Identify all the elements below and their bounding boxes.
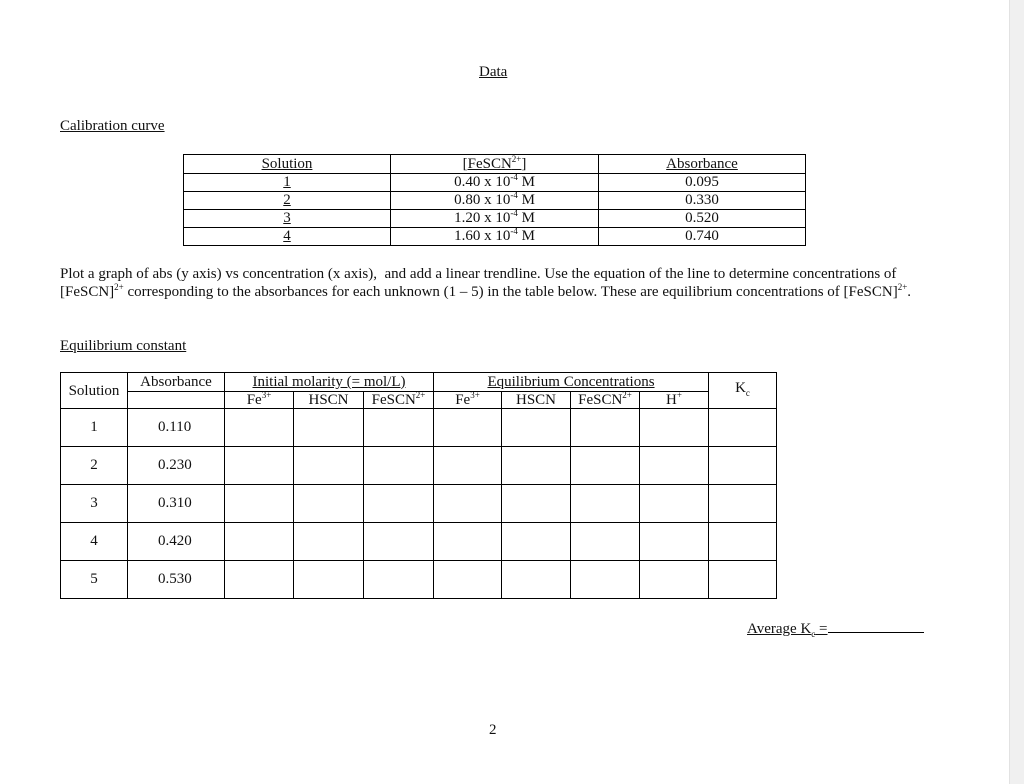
eq-empty-cell[interactable] [571, 485, 640, 523]
calib-header-conc: [FeSCN$^{2+}$] [391, 155, 599, 174]
eq-empty-cell[interactable] [364, 447, 434, 485]
eq-solution: 1 [61, 409, 128, 447]
eq-header-kc: $K_c$ [709, 373, 777, 409]
eq-subheader-blank [128, 392, 225, 409]
eq-solution: 3 [61, 485, 128, 523]
calibration-table [183, 154, 806, 246]
eq-empty-cell[interactable] [502, 485, 571, 523]
eq-row [61, 409, 777, 447]
eq-empty-cell[interactable] [294, 523, 364, 561]
eq-empty-cell[interactable] [364, 561, 434, 599]
eq-empty-cell[interactable] [709, 561, 777, 599]
eq-empty-cell[interactable] [571, 409, 640, 447]
eq-header-solution: Solution [61, 373, 128, 409]
calib-row [184, 174, 806, 192]
eq-empty-cell[interactable] [709, 523, 777, 561]
eq-empty-cell[interactable] [225, 561, 294, 599]
eq-empty-cell[interactable] [225, 409, 294, 447]
eq-solution: 4 [61, 523, 128, 561]
calib-conc: 0.40 x $10^{-4}$ M [391, 174, 599, 192]
page-number: 2 [489, 722, 497, 738]
eq-empty-cell[interactable] [640, 561, 709, 599]
eq-sub-initial-fescn: FeSCN$^{2+}$ [364, 392, 434, 409]
eq-absorbance: 0.110 [128, 409, 225, 447]
eq-empty-cell[interactable] [364, 409, 434, 447]
instructions-text: Plot a graph of abs (y axis) vs concentration (x axis), and add a linear trendline. Use the equation of the line to determine concentrations of [FeSCN]$^{2+}$ corresponding to the absorbances for each unknown (1 – 5) in the table below. These are equilibrium concentrations of [FeSCN]$^{2+}$. [60, 266, 912, 300]
eq-sub-eq-fescn: FeSCN$^{2+}$ [571, 392, 640, 409]
eq-empty-cell[interactable] [225, 523, 294, 561]
eq-absorbance: 0.230 [128, 447, 225, 485]
eq-sub-initial-hscn: HSCN [294, 392, 364, 409]
calib-row [184, 210, 806, 228]
eq-header-initial: Initial molarity (= mol/L) [225, 373, 434, 392]
calib-row [184, 192, 806, 210]
eq-empty-cell[interactable] [709, 485, 777, 523]
eq-absorbance: 0.420 [128, 523, 225, 561]
average-kc-blank[interactable] [828, 620, 924, 633]
eq-empty-cell[interactable] [294, 447, 364, 485]
eq-empty-cell[interactable] [294, 485, 364, 523]
eq-row [61, 523, 777, 561]
eq-empty-cell[interactable] [709, 447, 777, 485]
eq-empty-cell[interactable] [434, 485, 502, 523]
eq-empty-cell[interactable] [709, 409, 777, 447]
calib-absorbance: 0.520 [599, 210, 806, 228]
eq-empty-cell[interactable] [640, 523, 709, 561]
eq-empty-cell[interactable] [434, 447, 502, 485]
scrollbar-track[interactable] [1009, 0, 1024, 784]
eq-absorbance: 0.310 [128, 485, 225, 523]
eq-header-absorbance: Absorbance [128, 373, 225, 392]
eq-empty-cell[interactable] [640, 447, 709, 485]
eq-sub-initial-fe: $Fe^{3+}$ [225, 392, 294, 409]
eq-solution: 5 [61, 561, 128, 599]
eq-empty-cell[interactable] [364, 523, 434, 561]
eq-empty-cell[interactable] [225, 485, 294, 523]
eq-empty-cell[interactable] [294, 409, 364, 447]
eq-solution: 2 [61, 447, 128, 485]
eq-empty-cell[interactable] [502, 409, 571, 447]
eq-empty-cell[interactable] [364, 485, 434, 523]
calib-absorbance: 0.330 [599, 192, 806, 210]
calib-solution: 4 [184, 228, 391, 246]
eq-empty-cell[interactable] [571, 523, 640, 561]
equilibrium-heading: Equilibrium constant [60, 338, 187, 354]
eq-header-equilibrium: Equilibrium Concentrations [434, 373, 709, 392]
eq-sub-eq-hscn: HSCN [502, 392, 571, 409]
eq-empty-cell[interactable] [434, 523, 502, 561]
page-title: Data [479, 64, 508, 80]
calib-absorbance: 0.740 [599, 228, 806, 246]
calib-absorbance: 0.095 [599, 174, 806, 192]
calib-row [184, 228, 806, 246]
eq-sub-eq-h: H+ [640, 392, 709, 409]
calib-header-solution: Solution [184, 155, 391, 174]
calib-conc: 1.60 x $10^{-4}$ M [391, 228, 599, 246]
eq-empty-cell[interactable] [434, 409, 502, 447]
calibration-heading: Calibration curve [60, 118, 165, 134]
eq-row [61, 447, 777, 485]
eq-sub-eq-fe: $Fe^{3+}$ [434, 392, 502, 409]
eq-empty-cell[interactable] [502, 523, 571, 561]
eq-empty-cell[interactable] [571, 447, 640, 485]
eq-empty-cell[interactable] [294, 561, 364, 599]
eq-empty-cell[interactable] [225, 447, 294, 485]
calib-conc: 1.20 x $10^{-4}$ M [391, 210, 599, 228]
eq-empty-cell[interactable] [640, 409, 709, 447]
calib-solution: 3 [184, 210, 391, 228]
calib-conc: 0.80 x $10^{-4}$ M [391, 192, 599, 210]
equilibrium-table [60, 372, 777, 599]
eq-empty-cell[interactable] [434, 561, 502, 599]
eq-absorbance: 0.530 [128, 561, 225, 599]
eq-empty-cell[interactable] [502, 447, 571, 485]
eq-row [61, 561, 777, 599]
calib-solution: 1 [184, 174, 391, 192]
average-kc: Average $K_c$ = [747, 620, 924, 639]
eq-empty-cell[interactable] [640, 485, 709, 523]
eq-empty-cell[interactable] [571, 561, 640, 599]
eq-empty-cell[interactable] [502, 561, 571, 599]
calib-header-absorbance: Absorbance [599, 155, 806, 174]
eq-row [61, 485, 777, 523]
calib-solution: 2 [184, 192, 391, 210]
